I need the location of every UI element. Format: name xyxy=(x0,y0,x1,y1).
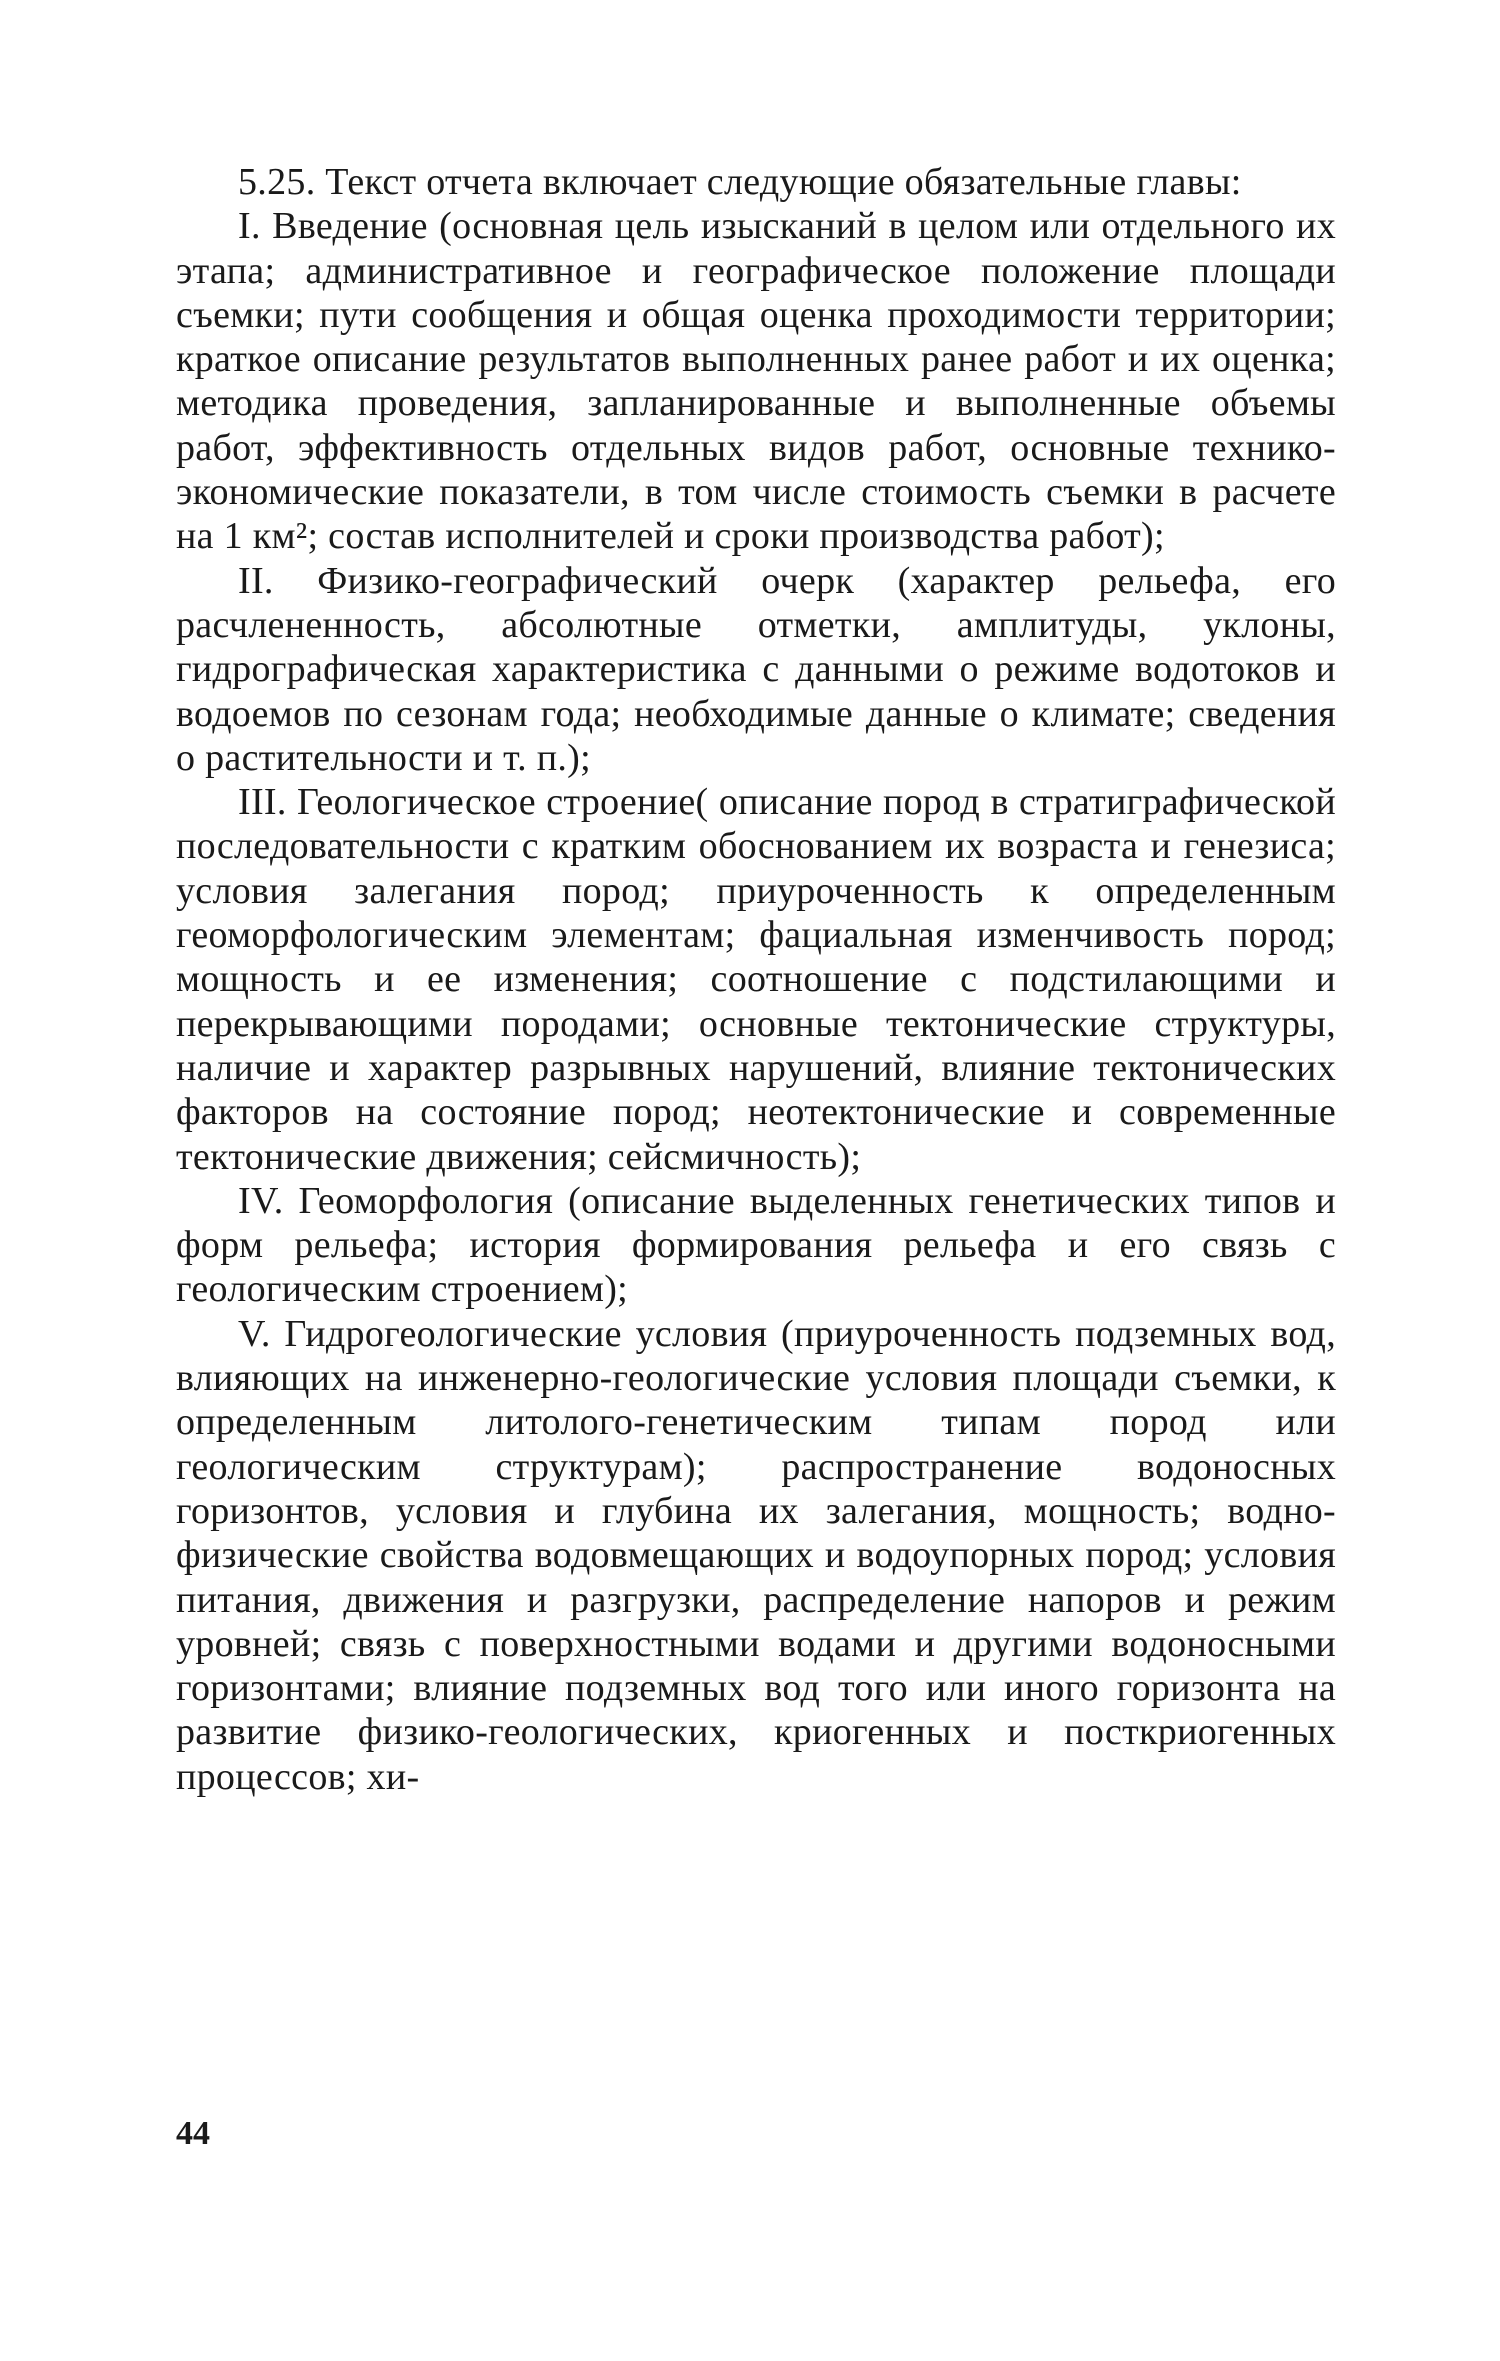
paragraph-chapter-5: V. Гидрогеологические условия (приуроченность подземных вод, влияющих на инженерно-геологические условия площади съемки, к определенным литолого-генетическим типам пород или геологическим структурам); распространение водоносных горизонтов, условия и глубина их залегания, мощность; водно-физические свойства водовмещающих и водоупорных пород; условия питания, движения и разгрузки, распределение напоров и режим уровней; связь с поверхностными водами и другими водоносными горизонтами; влияние подземных вод того или иного горизонта на развитие физико-геологических, криогенных и посткриогенных процессов; хи- xyxy=(176,1312,1336,1798)
paragraph-chapter-1: I. Введение (основная цель изысканий в целом или отдельного их этапа; административное и географическое положение площади съемки; пути сообщения и общая оценка проходимости территории; краткое описание результатов выполненных ранее работ и их оценка; методика проведения, запланированные и выполненные объемы работ, эффективность отдельных видов работ, основные технико-экономические показатели, в том числе стоимость съемки в расчете на 1 км²; состав исполнителей и сроки производства работ); xyxy=(176,205,1336,558)
paragraph-chapter-2: II. Физико-географический очерк (характер рельефа, его расчлененность, абсолютные отметки, амплитуды, уклоны, гидрографическая характеристика с данными о режиме водотоков и водоемов по сезонам года; необходимые данные о климате; сведения о растительности и т. п.); xyxy=(176,559,1336,779)
paragraph-intro: 5.25. Текст отчета включает следующие обязательные главы: xyxy=(238,161,1242,203)
paragraph-chapter-3: III. Геологическое строение( описание пород в стратиграфической последовательности с кратким обоснованием их возраста и генезиса; условия залегания пород; приуроченность к определенным геоморфологическим элементам; фациальная изменчивость пород; мощность и ее изменения; соотношение с подстилающими и перекрывающими породами; основные тектонические структуры, наличие и характер разрывных нарушений, влияние тектонических факторов на состояние пород; неотектонические и современные тектонические движения; сейсмичность); xyxy=(176,781,1336,1178)
paragraph-chapter-4: IV. Геоморфология (описание выделенных генетических типов и форм рельефа; история формирования рельефа и его связь с геологическим строением); xyxy=(176,1179,1336,1311)
page-number: 44 xyxy=(176,2115,210,2152)
page-body xyxy=(176,160,1336,1799)
